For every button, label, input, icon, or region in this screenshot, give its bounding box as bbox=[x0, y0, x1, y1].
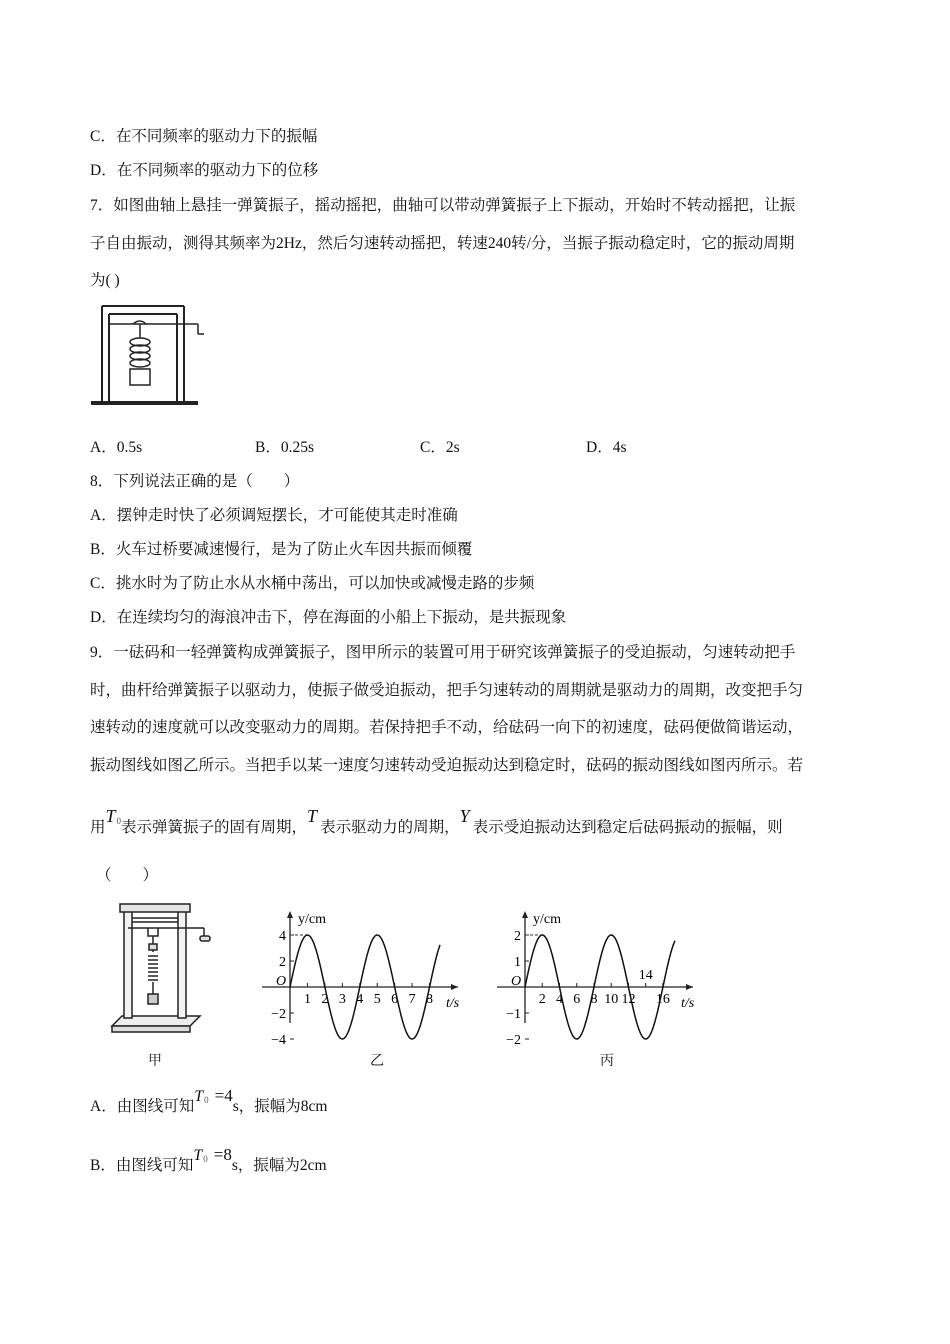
q9-stem-line4: 振动图线如图乙所示。当把手以某一速度匀速转动受迫振动达到稳定时，砝码的振动图线如图丙所示。若 bbox=[90, 757, 804, 774]
q9-option-a-prefix: A．由图线可知 bbox=[90, 1098, 195, 1115]
q9-option-b-suffix: s，振幅为2cm bbox=[231, 1157, 327, 1174]
y-tick-label: 1 bbox=[514, 955, 521, 970]
symbol-T0: $T_0$ bbox=[105, 806, 122, 826]
x-axis-label: t/s bbox=[446, 996, 460, 1011]
y-axis-arrow bbox=[287, 911, 293, 918]
x-tick-label: 14 bbox=[638, 968, 653, 983]
x-tick-label: 1 bbox=[303, 992, 311, 1007]
q7-stem-line1: 7．如图曲轴上悬挂一弹簧振子，摇动摇把，曲轴可以带动弹簧振子上下振动，开始时不转动摇把，让振 bbox=[90, 197, 796, 214]
q8-option-b: B．火车过桥要减速慢行，是为了防止火车因共振而倾覆 bbox=[90, 541, 473, 558]
q8-stem: 8．下列说法正确的是（ ） bbox=[90, 473, 300, 490]
q9-option-b-value: =8 bbox=[213, 1145, 232, 1164]
q7-option-b: B．0.25s bbox=[255, 439, 314, 456]
q9-option-a bbox=[90, 1086, 328, 1120]
q9-apparatus-figure-jia bbox=[108, 898, 213, 1040]
symbol-T0-option-a: $T_0$ bbox=[194, 1088, 209, 1105]
q9-option-a-suffix: s，振幅为8cm bbox=[232, 1098, 328, 1115]
q9-stem-line3: 速转动的速度就可以改变驱动力的周期。若保持把手不动，给砝码一向下的初速度，砝码便做简谐运动， bbox=[90, 719, 804, 736]
q9-option-a-value: =4 bbox=[214, 1086, 233, 1105]
y-axis-arrow bbox=[522, 911, 528, 918]
chart-bing bbox=[497, 903, 722, 1048]
q7-crank-spring-figure bbox=[88, 298, 206, 408]
x-tick-label: 6 bbox=[391, 992, 399, 1007]
q9-answer-blank: （ ） bbox=[96, 867, 159, 884]
q9-option-b-prefix: B．由图线可知 bbox=[90, 1157, 194, 1174]
x-tick-label: 12 bbox=[621, 992, 636, 1007]
x-tick-label: 2 bbox=[538, 992, 546, 1007]
q7-option-c: C．2s bbox=[420, 439, 460, 456]
q7-option-d: D．4s bbox=[586, 439, 627, 456]
x-tick-label: 4 bbox=[555, 992, 563, 1007]
x-tick-label: 4 bbox=[356, 992, 364, 1007]
x-tick-label: 5 bbox=[373, 992, 381, 1007]
q9-stem-line2: 时，曲杆给弹簧振子以驱动力，使振子做受迫振动，把手匀速转动的周期就是驱动力的周期，改变把手匀 bbox=[90, 682, 804, 699]
q9-text-amplitude: 表示受迫振动达到稳定后砝码振动的振幅，则 bbox=[472, 819, 783, 836]
origin-label: O bbox=[276, 974, 287, 989]
x-axis-label: t/s bbox=[681, 996, 695, 1011]
x-axis-arrow bbox=[451, 984, 458, 990]
x-tick-label: 8 bbox=[590, 992, 598, 1007]
q8-option-d: D．在连续均匀的海浪冲击下，停在海面的小船上下振动，是共振现象 bbox=[90, 609, 567, 626]
x-tick-label: 8 bbox=[426, 992, 434, 1007]
q6-option-d: D．在不同频率的驱动力下的位移 bbox=[90, 162, 319, 179]
y-tick-label: −2 bbox=[271, 1007, 286, 1022]
q8-option-a: A．摆钟走时快了必须调短摆长，才可能使其走时准确 bbox=[90, 507, 458, 524]
y-axis-label: y/cm bbox=[298, 912, 326, 927]
x-tick-label: 7 bbox=[408, 992, 416, 1007]
q9-text-yong: 用 bbox=[90, 819, 106, 836]
y-tick-label: −4 bbox=[271, 1033, 286, 1048]
symbol-Y: Y bbox=[459, 806, 470, 826]
q8-option-c: C．挑水时为了防止水从水桶中荡出，可以加快或减慢走路的步频 bbox=[90, 575, 535, 592]
y-tick-label: 2 bbox=[514, 929, 521, 944]
x-tick-label: 3 bbox=[338, 992, 346, 1007]
y-tick-label: −2 bbox=[506, 1033, 521, 1048]
q7-stem-line3: 为( ) bbox=[90, 272, 120, 289]
x-tick-label: 6 bbox=[573, 992, 581, 1007]
x-tick-label: 10 bbox=[604, 992, 619, 1007]
y-tick-label: 2 bbox=[279, 955, 286, 970]
caption-yi: 乙 bbox=[370, 1053, 384, 1069]
q9-stem-line5 bbox=[90, 806, 783, 841]
q9-text-natural-period: 表示弹簧振子的固有周期， bbox=[121, 819, 308, 836]
symbol-T0-option-b: $T_0$ bbox=[193, 1147, 208, 1164]
q9-option-b bbox=[90, 1145, 327, 1179]
x-axis-arrow bbox=[686, 984, 693, 990]
q7-option-a: A．0.5s bbox=[90, 439, 143, 456]
y-axis-label: y/cm bbox=[533, 912, 561, 927]
chart-yi bbox=[262, 903, 487, 1048]
x-tick-label: 2 bbox=[321, 992, 329, 1007]
y-tick-label: −1 bbox=[506, 1007, 521, 1022]
q9-text-driving-period: 表示驱动力的周期， bbox=[320, 819, 460, 836]
caption-jia: 甲 bbox=[148, 1053, 162, 1069]
q6-option-c: C．在不同频率的驱动力下的振幅 bbox=[90, 128, 318, 145]
caption-bing: 丙 bbox=[600, 1053, 614, 1069]
q9-stem-line1: 9．一砝码和一轻弹簧构成弹簧振子，图甲所示的装置可用于研究该弹簧振子的受迫振动，匀速转动把手 bbox=[90, 644, 796, 661]
y-tick-label: 4 bbox=[279, 929, 286, 944]
q7-stem-line2: 子自由振动，测得其频率为2Hz，然后匀速转动摇把，转速240转/分，当振子振动稳定时，它的振动周期 bbox=[90, 235, 795, 252]
x-tick-label: 16 bbox=[655, 992, 670, 1007]
origin-label: O bbox=[511, 974, 522, 989]
symbol-T: T bbox=[307, 806, 318, 826]
